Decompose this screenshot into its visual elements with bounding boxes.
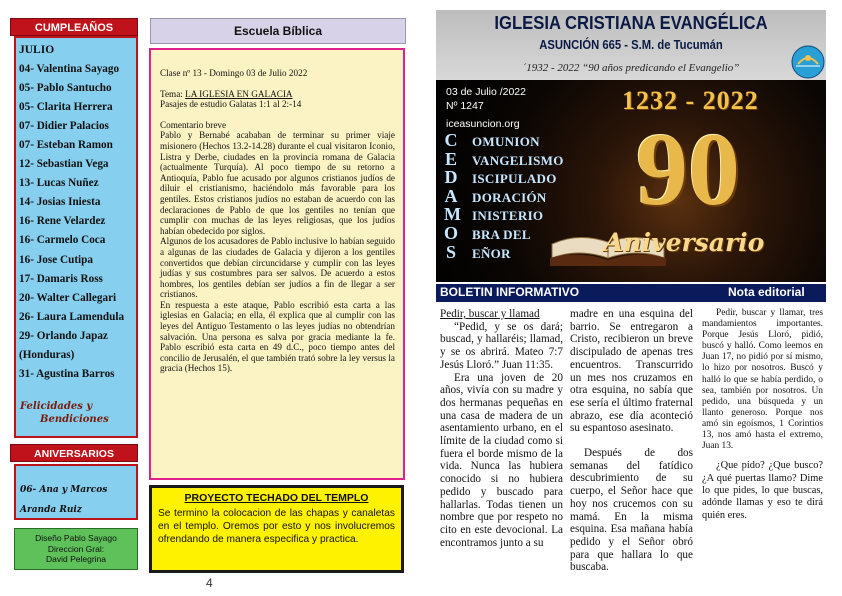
- editorial-column-1: [440, 308, 563, 549]
- article-paragraph: Era una joven de 20 años, vivía con su madre y dos hermanas pequeñas en una casa de madera de un asentamiento urbano, en el límite de la ciudad como si fuera el borde mismo de la vida. Nunca las hubiera conocido si no hubiera pedido y buscado para hallarlas. Todas tienen un nombre que por respeto no cito en este devocional. La encontramos junto a su: [440, 371, 563, 549]
- article-paragraph: Pedir, buscar y llamar, tres mandamientos importantes. Porque Jesús Lloró, pidió, buscó y halló. Como leemos en Juan 17, no pidió por sí mismo, lo hizo por nosotros. Buscó y halló lo que se había perdido, o sea, también por nosotros. Un pedido, una búsqueda y un llanto generoso. Porque nos amó sin egoísmos, 1 Corintios 13, nos amó hasta el extremo, Juan 13.: [702, 308, 823, 452]
- article-paragraph: “Pedid, y se os dará; buscad, y hallaréis; llamad, y se os abrirá. Mateo 7:7 Jesús Lloró.” Juan 11:35.: [440, 320, 563, 371]
- church-name: IGLESIA CRISTIANA EVANGÉLICA: [494, 12, 768, 33]
- article-paragraph: madre en una esquina del barrio. Se entregaron a Cristo, recibieron un breve discipulado de apenas tres encuentros. Transcurrido un mes nos cruzamos en otra esquina, no sabía que ese sería el último fraternal abrazo, ese día aconteció su espantoso asesinato.: [570, 308, 693, 435]
- church-address: ASUNCIÓN 665 - S.M. de Tucumán: [539, 38, 723, 52]
- escuela-biblica-box: [149, 48, 405, 480]
- church-motto: ´1932 - 2022 “90 años predicando el Evangelio”: [522, 62, 740, 74]
- birthdays-greeting: [20, 400, 130, 426]
- tema-line: [160, 89, 395, 100]
- tema-title: LA IGLESIA EN GALACIA: [185, 88, 293, 99]
- acrostic-word: BRA DEL: [472, 226, 531, 242]
- bulletin-date: 03 de Julio /2022: [446, 86, 526, 98]
- birthdays-header: CUMPLEAÑOS: [10, 18, 138, 36]
- banner-big-number: 90: [636, 112, 740, 227]
- comment-paragraph: Algunos de los acusadores de Pablo inclusive lo habían seguido a algunas de las ciudades de Galacia y dijeron a los gentiles convertidos que debían circuncidarse y cumplir con las leyes judías y sus costumbres para ser salvos. De acuerdo a estos hombres, los gentiles debían ser judíos a fin de llegar a ser cristianos.: [160, 236, 395, 300]
- acrostic-initial: C: [444, 130, 458, 150]
- list-item: 07- Didier Palacios: [19, 119, 109, 132]
- article-paragraph: Después de dos semanas del fatídico descubrimiento de su cuerpo, el Señor hace que hoy nos crucemos con su mamá. En la misma esquina. Esa mañana había pedido y el Señor obró para que hallara lo que buscaba.: [570, 447, 693, 574]
- acrostic-row: [444, 169, 584, 188]
- pasajes-line: Pasajes de estudio Galatas 1:1 al 2:-14: [160, 99, 302, 110]
- list-item: 13- Lucas Nuñez: [19, 177, 99, 190]
- acrostic-row: [444, 148, 584, 170]
- banner-years: 1232 - 2022: [622, 86, 759, 115]
- list-item: 16- Carmelo Coca: [19, 234, 106, 247]
- list-item: 31- Agustina Barros: [19, 368, 115, 381]
- list-item: 29- Orlando Japaz: [19, 329, 108, 342]
- credits-line: Direccion Gral:: [47, 543, 105, 554]
- comment-paragraph: En respuesta a este ataque, Pablo escribió esta carta a las iglesias en Galacia; en ella, él explica que al cumplir con las leyes del Antiguo Testamento o las leyes judías no obtendrían salvación. Una persona es salva por gracia mediante la fe. Pablo escribió esta carta en 49 d.C., poco tiempo antes del concilio de Jerusalén, el que también trató sobre la ley versus la gracia (Hechos 15).: [160, 299, 395, 374]
- list-item: 12- Sebastian Vega: [19, 158, 109, 171]
- list-item: 16- Rene Velardez: [19, 215, 106, 228]
- list-item: 16- Jose Cutipa: [19, 253, 93, 266]
- page-number: 4: [206, 576, 213, 590]
- greeting-line: Felicidades y: [20, 401, 93, 412]
- website: iceasuncion.org: [446, 118, 520, 130]
- anniversary-line: Aranda Ruiz: [20, 505, 82, 515]
- anniversaries-box: [14, 464, 138, 520]
- escuela-biblica-header: Escuela Bíblica: [150, 18, 406, 44]
- comment-label: Comentario breve: [160, 119, 227, 130]
- list-item: 14- Josias Iniesta: [19, 196, 101, 209]
- proyecto-box: [149, 485, 404, 573]
- credits-line: Diseño Pablo Sayago: [35, 533, 117, 543]
- acrostic-word: INISTERIO: [472, 208, 544, 224]
- credits-box: [14, 528, 138, 570]
- church-logo-icon: [790, 44, 826, 80]
- acrostic-word: DORACIÓN: [472, 189, 547, 205]
- acrostic-word: ISCIPULADO: [472, 171, 557, 187]
- acrostic-word: VANGELISMO: [472, 152, 564, 168]
- acrostic-word: EÑOR: [472, 245, 511, 261]
- article-title: Pedir, buscar y llamad: [440, 308, 540, 320]
- class-line: Clase nº 13 - Domingo 03 de Julio 2022: [160, 68, 308, 78]
- anniversaries-header: ANIVERSARIOS: [10, 444, 138, 462]
- acrostic-row: [444, 241, 584, 263]
- proyecto-text: Se termino la colocacion de las chapas y canaletas en el templo. Oremos por esto y nos involucremos ofrendando de manera especifica y practica.: [158, 508, 395, 545]
- list-item: 17- Damaris Ross: [19, 272, 103, 285]
- list-item: 20- Walter Callegari: [19, 291, 117, 304]
- proyecto-title: PROYECTO TECHADO DEL TEMPLO: [184, 492, 369, 504]
- acrostic-word: OMUNION: [472, 134, 540, 149]
- acrostic-initial: S: [445, 241, 456, 262]
- comment-paragraph: Pablo y Bernabé acababan de terminar su primer viaje misionero (Hechos 13.2-14.28) durante el cual visitaron Iconio, Listra y Derbe, ciudades en la provincia romana de Galacia (actualmente Turquía). Al poco tiempo de su retorno a Antioquía, Pablo fue acusado por algunos cristianos judíos de diluir el cristianismo, haciéndolo más favorable para los gentiles. Estos cristianos judíos no estaban de acuerdo con las declaraciones de Pablo de que los gentiles no tenían que cumplir con muchas de las leyes religiosas, que los judíos habían obedecido por siglos.: [160, 130, 395, 236]
- acrostic-initial: D: [444, 167, 458, 188]
- list-item: 07- Esteban Ramon: [19, 138, 113, 151]
- editorial-column-2: [570, 308, 693, 574]
- acrostic-initial: M: [444, 204, 461, 225]
- acrostic-initial: O: [444, 222, 459, 243]
- list-item: 05- Pablo Santucho: [19, 81, 112, 94]
- acrostic-row: [444, 222, 584, 244]
- birthdays-month: JULIO: [19, 44, 55, 56]
- acrostic-row: [444, 206, 584, 225]
- acrostic-initial: A: [444, 185, 458, 206]
- birthdays-list: [19, 60, 133, 385]
- list-item: 04- Valentina Sayago: [19, 62, 120, 75]
- bulletin-number: Nº 1247: [446, 100, 484, 112]
- greeting-line: Bendiciones: [40, 414, 109, 425]
- banner-aniversario: Aniversario: [604, 228, 765, 257]
- credits-line: David Pelegrina: [45, 554, 106, 564]
- birthdays-box: [14, 36, 138, 438]
- acrostic-initial: E: [444, 148, 457, 169]
- editorial-title: Nota editorial: [728, 285, 805, 299]
- tema-label: Tema:: [160, 88, 183, 99]
- cedamos-acrostic: [444, 132, 584, 262]
- acrostic-row: [444, 132, 584, 151]
- list-item: 26- Laura Lamendula: [19, 310, 125, 323]
- anniversary-line: 06- Ana y Marcos: [20, 485, 108, 495]
- boletin-title: BOLETIN INFORMATIVO: [440, 285, 580, 299]
- editorial-column-3: [702, 308, 823, 522]
- list-item: 05- Clarita Herrera: [19, 100, 113, 113]
- acrostic-row: [444, 185, 584, 207]
- list-item: (Honduras): [19, 349, 75, 361]
- article-paragraph: ¿Que pido? ¿Que busco? ¿A qué puertas llamo? Dime lo que pides, lo que buscas, adónde llamas y eso te dirá quién eres.: [702, 460, 823, 521]
